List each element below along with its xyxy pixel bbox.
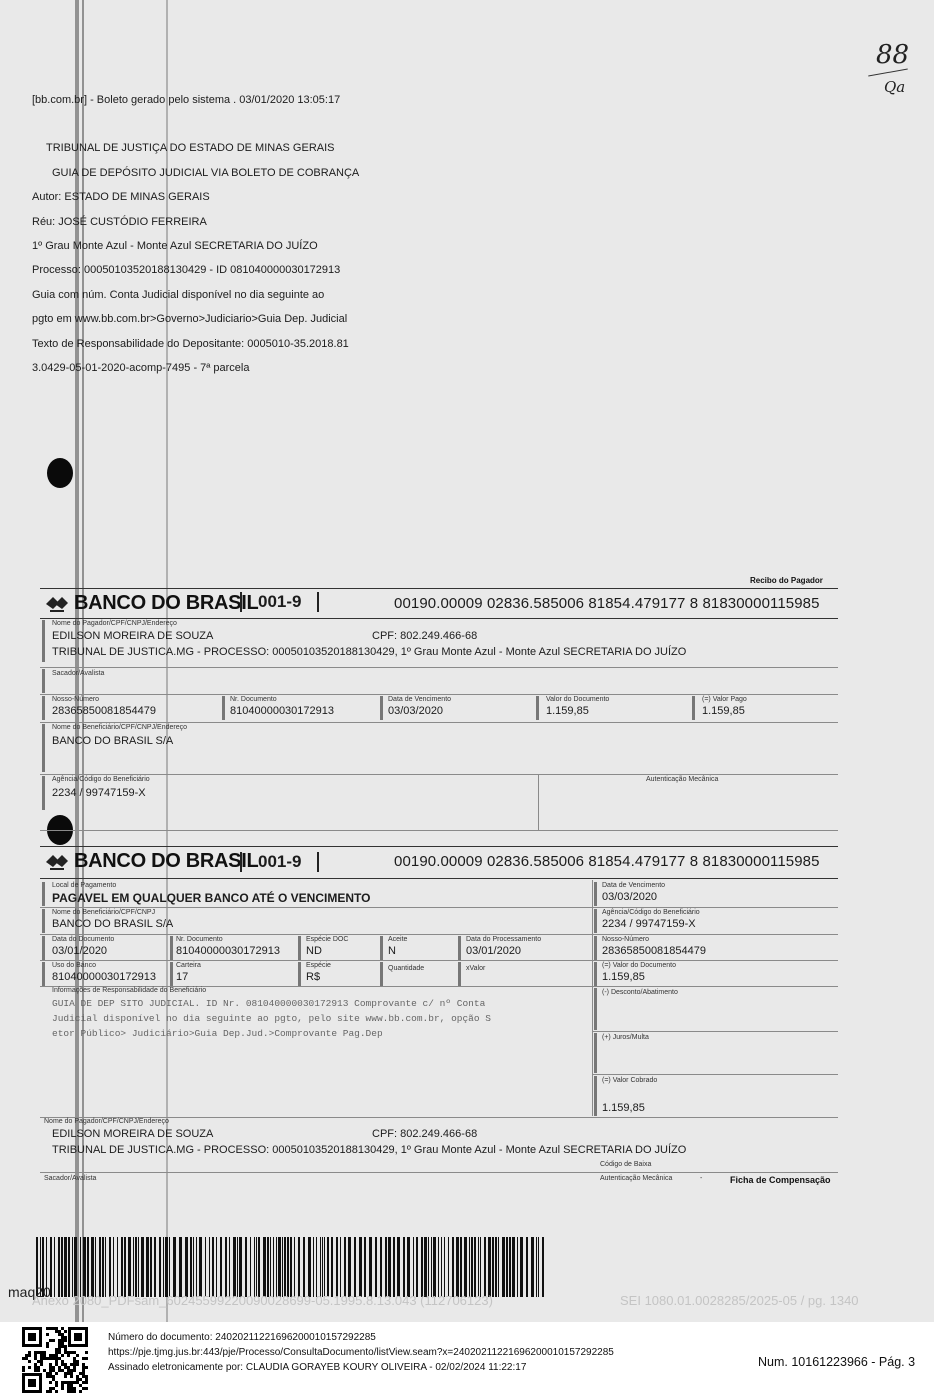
info-line: etor Público> Judiciário>Guia Dep.Jud.>Comprovante Pag.Dep: [52, 1028, 383, 1039]
ficha-vencimento: 03/03/2020: [602, 891, 658, 903]
ficha-agencia: 2234 / 99747159-X: [602, 918, 696, 930]
bank-logo: [44, 592, 258, 615]
footer-num: Num. 10161223966 - Pág. 3: [758, 1355, 916, 1369]
field-bar: [42, 620, 45, 662]
bank-code: 001-9: [240, 852, 319, 872]
banco-do-brasil-icon: [44, 593, 70, 615]
especie-label: Espécie: [306, 962, 331, 969]
watermark-left: Anexo 2080_PDFsam_6024559922009002869​9-05.1995.8.13.043 (112706123): [32, 1293, 493, 1308]
carteira: 17: [176, 971, 189, 983]
pagador-name: EDILSON MOREIRA DE SOUZA: [52, 630, 214, 642]
cobrado-label: (=) Valor Cobrado: [602, 1077, 658, 1084]
nr-doc: 81040000030172913: [176, 945, 281, 957]
ficha-agencia-label: Agência/Código do Beneficiário: [602, 909, 700, 916]
cobrado: 1.159,85: [602, 1102, 645, 1114]
rule: [592, 1031, 838, 1032]
especie-doc: ND: [306, 945, 322, 957]
data-proc: 03/01/2020: [466, 945, 522, 957]
data-proc-label: Data do Processamento: [466, 936, 542, 943]
field-bar: [458, 962, 461, 986]
field-bar: [42, 724, 45, 772]
rule: [538, 774, 539, 830]
pagador-label: Nome do Pagador/CPF/CNPJ/Endereço: [52, 620, 177, 627]
boleto-barcode: [36, 1237, 548, 1297]
header-line: Guia com núm. Conta Judicial disponível no dia seguinte ao: [32, 288, 325, 301]
nosso-numero-label: Nosso-Número: [52, 696, 100, 703]
carteira-label: Carteira: [176, 962, 201, 969]
footer-doc-number: Número do documento: 24020211221696200010157292285: [108, 1332, 376, 1343]
digitable-line: 00190.00009 02836.585006 81854.479177 8 81830000115985: [394, 853, 820, 870]
field-bar: [42, 669, 45, 693]
rule: [592, 880, 593, 1116]
rule: [40, 878, 838, 879]
scan-mark: maq20: [8, 1284, 51, 1300]
rule: [40, 960, 838, 961]
field-bar: [298, 936, 301, 960]
header-line: pgto em www.bb.com.br>Governo>Judiciario>Guia Dep. Judicial: [32, 313, 348, 326]
bank-logo-ficha: [44, 850, 258, 873]
qr-code: [20, 1325, 90, 1395]
field-bar: [298, 962, 301, 986]
recibo-logo-rule: [40, 618, 838, 619]
aceite: N: [388, 945, 396, 957]
rule: [592, 1074, 838, 1075]
field-bar: [222, 696, 225, 720]
ficha-compensacao-title: Ficha de Compensação: [730, 1175, 831, 1185]
vencimento-label: Data de Vencimento: [388, 696, 452, 703]
header-line: [32, 112, 359, 136]
uso-banco-label: Uso do Banco: [52, 962, 96, 969]
agencia-label: Agência/Código do Beneficiário: [52, 776, 150, 783]
agencia: 2234 / 99747159-X: [52, 787, 146, 799]
local-pagamento: PAGAVEL EM QUALQUER BANCO ATÉ O VENCIMENTO: [52, 891, 371, 905]
field-bar: [42, 936, 45, 960]
digitable-line: 00190.00009 02836.585006 81854.479177 8 81830000115985: [394, 595, 820, 612]
header-line: Réu: JOSÉ CUSTÓDIO FERREIRA: [32, 215, 207, 228]
especie: R$: [306, 971, 321, 983]
juros-label: (+) Juros/Multa: [602, 1034, 649, 1041]
handwritten-initials: Qa: [884, 78, 906, 96]
nosso-numero: 28365850081854479: [52, 705, 157, 717]
xvalor-label: xValor: [466, 965, 486, 972]
data-doc: 03/01/2020: [52, 945, 108, 957]
nr-doc-label: Nr. Documento: [176, 936, 223, 943]
header-line: Autor: ESTADO DE MINAS GERAIS: [32, 191, 210, 204]
ficha-autenticacao-label: Autenticação Mecânica: [600, 1175, 673, 1182]
autenticacao-label: Autenticação Mecânica: [646, 776, 719, 783]
info-line: Judicial disponível no dia seguinte ao pgto, pelo site www.bb.com.br, opção S: [52, 1013, 491, 1024]
header-line: [bb.com.br] - Boleto gerado pelo sistema . 03/01/2020 13:05:17: [32, 94, 341, 106]
beneficiario-label: Nome do Beneficiário/CPF/CNPJ/Endereço: [52, 724, 188, 731]
field-bar: [42, 776, 45, 810]
footer-signed: Assinado eletronicamente por: CLAUDIA GORAYEB KOURY OLIVEIRA - 02/02/2024 11:22:17: [108, 1362, 527, 1373]
valor-pago-label: (=) Valor Pago: [702, 696, 747, 703]
field-bar: [692, 696, 695, 720]
field-bar: [594, 936, 597, 960]
boleto-header-text: [32, 88, 359, 380]
field-bar: [594, 882, 597, 906]
valor-pago: 1.159,85: [702, 705, 745, 717]
pagador-address: TRIBUNAL DE JUSTICA.MG - PROCESSO: 00050103520188130429, 1º Grau Monte Azul - Monte Azul SECRETARIA DO JUÍZO: [52, 646, 687, 658]
field-bar: [594, 962, 597, 986]
info-line: GUIA DE DEP SITO JUDICIAL. ID Nr. 081040000030172913 Comprovante c/ nº Conta: [52, 998, 486, 1009]
ficha-valor-doc: 1.159,85: [602, 971, 645, 983]
punch-hole-top: [47, 458, 73, 488]
field-bar: [380, 936, 383, 960]
desconto-label: (-) Desconto/Abatimento: [602, 989, 678, 996]
local-label: Local de Pagamento: [52, 882, 117, 889]
field-bar: [594, 1076, 597, 1116]
ficha-pagador-address: TRIBUNAL DE JUSTICA.MG - PROCESSO: 00050103520188130429, 1º Grau Monte Azul - Monte Azul SECRETARIA DO JUÍZO: [52, 1144, 687, 1156]
rule: [40, 846, 838, 847]
footer-url[interactable]: https://pje.tjmg.jus.br:443/pje/Processo/ConsultaDocumento/listView.seam?x=24020211221696200010157292285: [108, 1347, 614, 1358]
ficha-nosso-numero-label: Nosso-Número: [602, 936, 650, 943]
nr-documento: 81040000030172913: [230, 705, 335, 717]
ficha-beneficiario-label: Nome do Beneficiário/CPF/CNPJ: [52, 909, 156, 916]
header-line: Texto de Responsabilidade do Depositante: 0005010-35.2018.81: [32, 337, 349, 350]
ficha-vencimento-label: Data de Vencimento: [602, 882, 666, 889]
watermark-right: SEI 1080.01.0028285/2025-05 / pg. 1340: [620, 1293, 859, 1308]
valor-doc: 1.159,85: [546, 705, 589, 717]
uso-banco: 81040000030172913: [52, 971, 157, 983]
ficha-beneficiario: BANCO DO BRASIL S/A: [52, 918, 174, 930]
rule: [40, 722, 838, 723]
rule: [40, 830, 838, 831]
banco-do-brasil-icon: [44, 851, 70, 873]
field-bar: [458, 936, 461, 960]
vencimento: 03/03/2020: [388, 705, 444, 717]
handwritten-page-number: 88: [876, 40, 910, 70]
data-doc-label: Data do Documento: [52, 936, 115, 943]
beneficiario: BANCO DO BRASIL S/A: [52, 735, 174, 747]
field-bar: [594, 909, 597, 933]
field-bar: [536, 696, 539, 720]
recibo-top-rule: [40, 588, 838, 589]
field-bar: [380, 696, 383, 720]
ficha-valor-doc-label: (=) Valor do Documento: [602, 962, 676, 969]
recibo-title: Recibo do Pagador: [750, 576, 823, 585]
rule: [40, 667, 838, 668]
dash: -: [700, 1175, 703, 1182]
pagador-cpf: CPF: 802.249.466-68: [372, 630, 478, 642]
header-line: 1º Grau Monte Azul - Monte Azul SECRETARIA DO JUÍZO: [32, 240, 318, 253]
aceite-label: Aceite: [388, 936, 408, 943]
field-bar: [42, 909, 45, 933]
header-line: GUIA DE DEPÓSITO JUDICIAL VIA BOLETO DE COBRANÇA: [52, 166, 360, 179]
valor-doc-label: Valor do Documento: [546, 696, 610, 703]
footer-block: [108, 1330, 614, 1375]
bank-name: BANCO DO BRASIL: [74, 850, 259, 872]
bank-name: BANCO DO BRASIL: [74, 592, 259, 614]
ficha-sacador-label: Sacador/Avalista: [44, 1175, 97, 1182]
ficha-pagador-name: EDILSON MOREIRA DE SOUZA: [52, 1128, 214, 1140]
field-bar: [42, 696, 45, 720]
rule: [40, 907, 838, 908]
info-label: Informações de Responsabilidade do Beneficiário: [52, 987, 207, 994]
ficha-nosso-numero: 28365850081854479: [602, 945, 707, 957]
quantidade-label: Quantidade: [388, 965, 425, 972]
ficha-pagador-label: Nome do Pagador/CPF/CNPJ/Endereço: [44, 1118, 169, 1125]
ficha-pagador-cpf: CPF: 802.249.466-68: [372, 1128, 478, 1140]
field-bar: [380, 962, 383, 986]
field-bar: [170, 936, 173, 960]
rule: [40, 694, 838, 695]
field-bar: [42, 882, 45, 906]
info-text: [52, 996, 491, 1041]
header-line: TRIBUNAL DE JUSTIÇA DO ESTADO DE MINAS GERAIS: [46, 142, 335, 155]
rule: [40, 934, 838, 935]
header-line: 3.0429-05-01-2020-acomp-7495 - 7ª parcela: [32, 362, 250, 375]
bank-code: 001-9: [240, 592, 319, 612]
sacador-label: Sacador/Avalista: [52, 670, 105, 677]
header-line: Processo: 00050103520188130429 - ID 081040000030172913: [32, 264, 341, 277]
rule: [40, 1172, 838, 1173]
especie-doc-label: Espécie DOC: [306, 936, 349, 943]
nr-documento-label: Nr. Documento: [230, 696, 277, 703]
codigo-baixa-label: Código de Baixa: [600, 1161, 652, 1168]
rule: [40, 774, 838, 775]
field-bar: [594, 988, 597, 1030]
field-bar: [42, 962, 45, 986]
field-bar: [170, 962, 173, 986]
field-bar: [594, 1033, 597, 1073]
